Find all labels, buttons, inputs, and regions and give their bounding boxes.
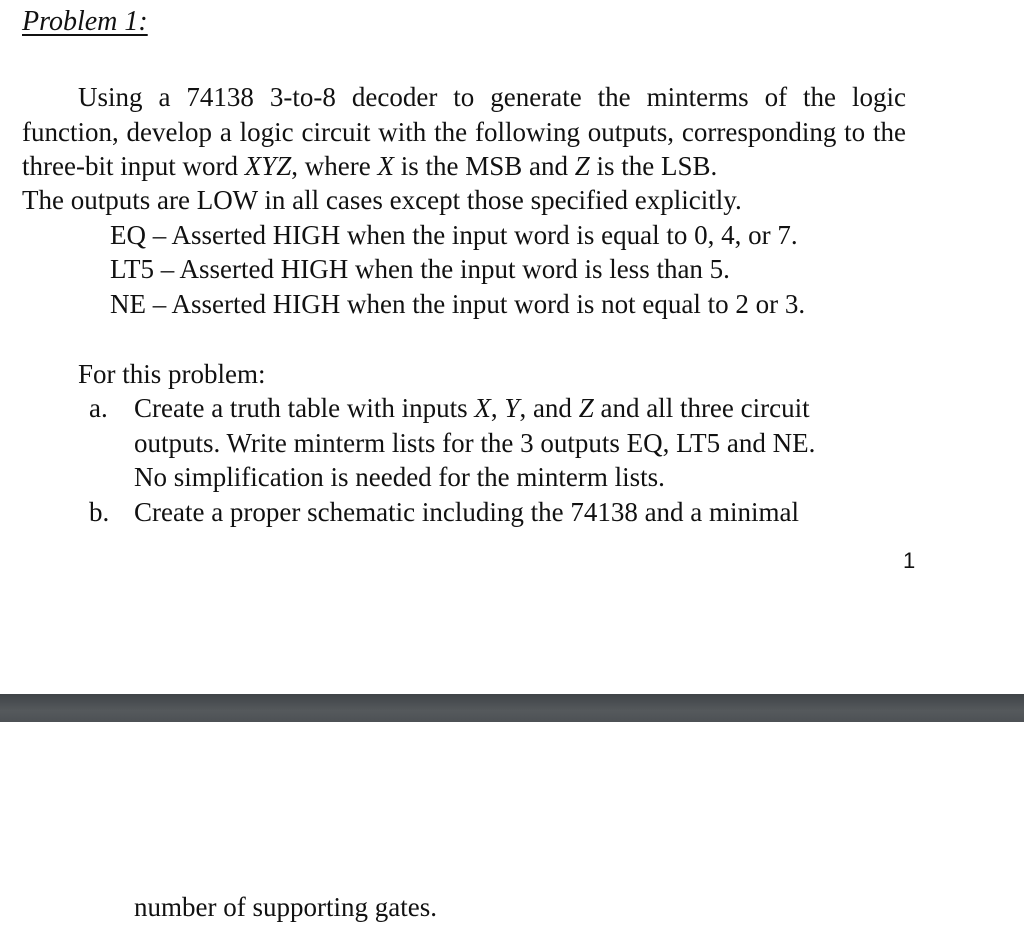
intro-paragraph <box>22 80 906 184</box>
page-separator <box>0 694 1024 722</box>
item-a-text-4: and all three circuit <box>593 393 810 423</box>
item-a-marker: a. <box>89 393 108 423</box>
item-a-var-z: Z <box>578 393 594 423</box>
item-a-text-3: , and <box>519 393 579 423</box>
item-b-marker: b. <box>89 497 110 527</box>
page-number: 1 <box>903 548 916 573</box>
item-a-line-3: No simplification is needed for the minterm lists. <box>134 462 665 492</box>
intro-text-1: Using a 74138 3-to-8 decoder to generate the minterms of the logic function, develop a logic circuit with the following outputs, corresponding to the three-bit input word <box>22 82 906 181</box>
intro-text-4: is the LSB. <box>589 151 718 181</box>
item-b-continuation: number of supporting gates. <box>134 892 437 922</box>
intro-text-2: , where <box>291 151 378 181</box>
item-a-var-y: Y <box>504 393 520 423</box>
item-a-line-1 <box>134 391 810 426</box>
definition-lt5: LT5 – Asserted HIGH when the input word is less than 5. <box>110 254 730 284</box>
for-problem-heading: For this problem: <box>78 359 266 389</box>
definition-eq: EQ – Asserted HIGH when the input word is equal to 0, 4, or 7. <box>110 220 798 250</box>
intro-last-line: The outputs are LOW in all cases except those specified explicitly. <box>22 185 742 215</box>
intro-text-3: is the MSB and <box>393 151 575 181</box>
problem-title: Problem 1: <box>22 6 148 37</box>
item-a-var-x: X <box>474 393 491 423</box>
item-b-line-1: Create a proper schematic including the 74138 and a minimal <box>134 497 800 527</box>
definition-ne: NE – Asserted HIGH when the input word is not equal to 2 or 3. <box>110 289 806 319</box>
intro-var-xyz: XYZ <box>244 151 292 181</box>
intro-var-x: X <box>377 151 394 181</box>
intro-var-z: Z <box>574 151 590 181</box>
item-a-line-2: outputs. Write minterm lists for the 3 outputs EQ, LT5 and NE. <box>134 428 816 458</box>
item-a-text-1: Create a truth table with inputs <box>134 393 475 423</box>
item-a-text-2: , <box>490 393 505 423</box>
